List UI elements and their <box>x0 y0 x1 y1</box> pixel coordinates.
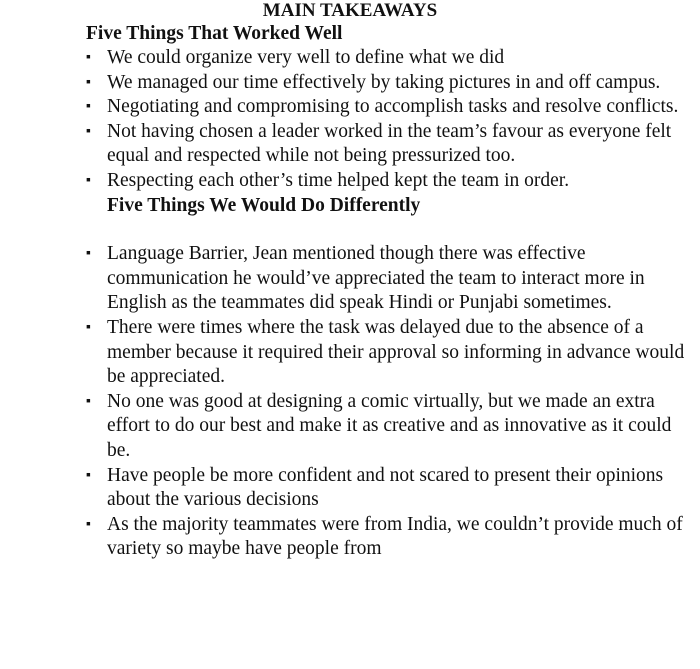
bullet-icon: ▪ <box>86 246 91 262</box>
list-item-text: Language Barrier, Jean mentioned though there was effective communication he would’ve appreciated the team to interact more in English as the teammates did speak Hindi or Punjabi sometimes. <box>107 243 645 314</box>
list-item <box>86 71 686 96</box>
bullet-icon: ▪ <box>86 123 91 139</box>
do-differently-list <box>86 242 686 562</box>
document <box>86 0 686 562</box>
list-item <box>86 95 686 120</box>
list-item-text: We could organize very well to define what we did <box>107 47 505 68</box>
bullet-icon: ▪ <box>86 172 91 188</box>
blank-line <box>86 218 686 243</box>
bullet-icon: ▪ <box>86 393 91 409</box>
list-item <box>86 120 686 169</box>
section-heading-do-differently: Five Things We Would Do Differently <box>107 194 421 216</box>
worked-well-list <box>86 46 686 194</box>
bullet-icon: ▪ <box>86 74 91 90</box>
list-item <box>86 242 686 316</box>
list-item <box>86 513 686 562</box>
document-title: MAIN TAKEAWAYS <box>262 0 438 21</box>
list-item-text: Have people be more confident and not scared to present their opinions about the various decisions <box>107 464 664 511</box>
bullet-icon: ▪ <box>86 516 91 532</box>
list-item <box>86 316 686 390</box>
list-item-text: Negotiating and compromising to accomplish tasks and resolve conflicts. <box>107 96 679 118</box>
section-heading-worked-well: Five Things That Worked Well <box>86 23 343 44</box>
bullet-icon: ▪ <box>86 50 91 65</box>
list-item-text: As the majority teammates were from India, we couldn’t provide much of variety so maybe have people from <box>107 513 683 560</box>
list-item-text: We managed our time effectively by taking pictures in and off campus. <box>107 71 661 93</box>
list-item-text: Not having chosen a leader worked in the team’s favour as everyone felt equal and respected while not being pressurized too. <box>107 120 672 167</box>
list-item <box>86 390 686 464</box>
list-item <box>86 464 686 513</box>
list-item-text: There were times where the task was delayed due to the absence of a member because it required their approval so informing in advance would be appreciated. <box>107 316 685 388</box>
bullet-icon: ▪ <box>86 99 91 115</box>
bullet-icon: ▪ <box>86 319 91 335</box>
list-item <box>86 169 686 194</box>
bullet-icon: ▪ <box>86 467 91 483</box>
list-item-text: Respecting each other’s time helped kept the team in order. <box>107 169 570 191</box>
list-item <box>86 46 686 71</box>
list-item-text: No one was good at designing a comic virtually, but we made an extra effort to do our best and make it as creative and as innovative as it could be. <box>107 390 672 461</box>
